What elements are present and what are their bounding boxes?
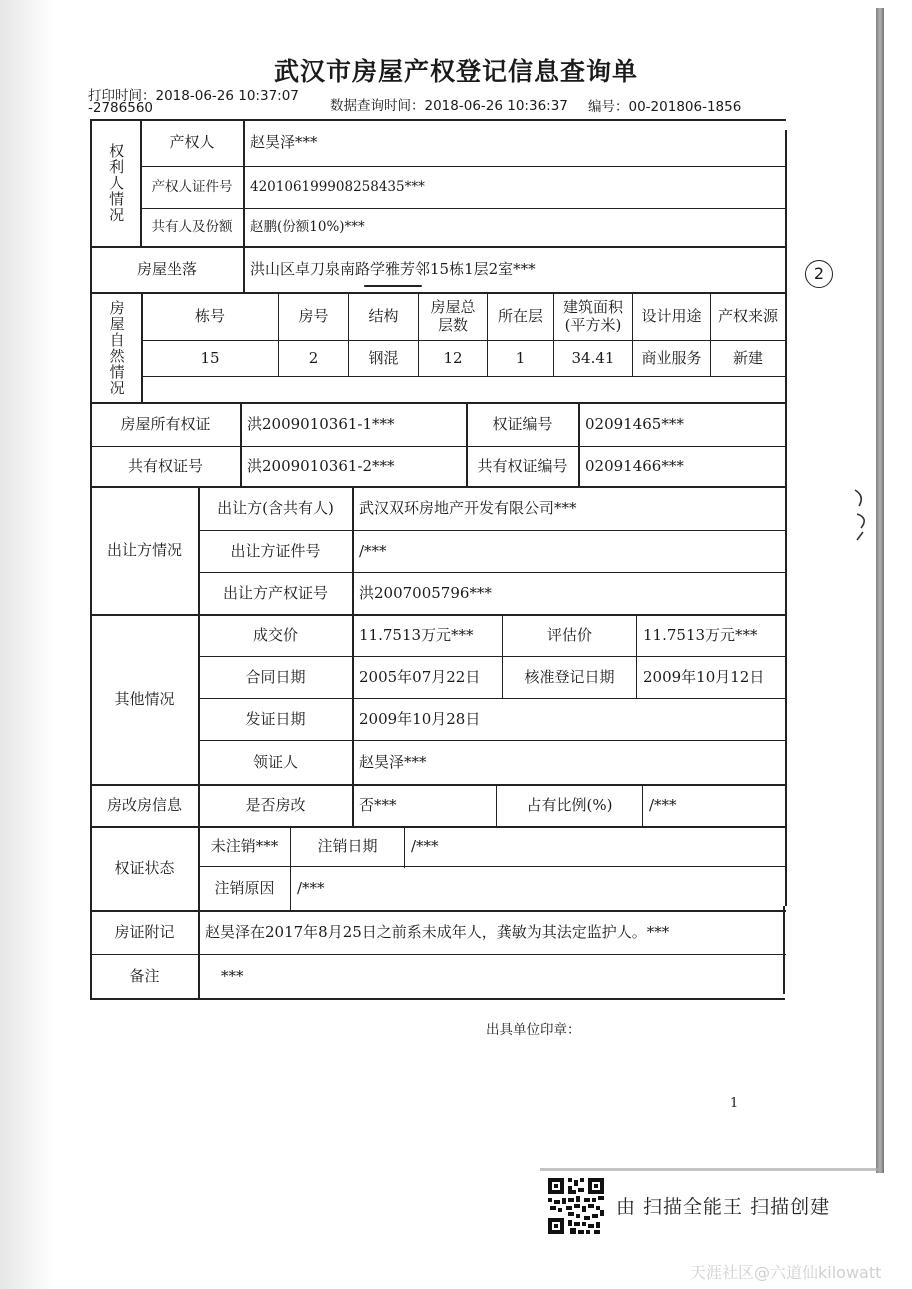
cancel-reason-label: 注销原因 (214, 878, 275, 897)
issuer-stamp-label: 出具单位印章： (486, 1022, 581, 1038)
contract-date-value: 2005年07月22日 (359, 667, 481, 686)
rights-section-text: 权利人情况 (107, 143, 126, 223)
page-number: 1 (730, 1096, 739, 1111)
receiver-label: 领证人 (252, 752, 298, 771)
owner-value: 赵昊泽*** (250, 133, 318, 152)
cancel-reason-value: /*** (297, 878, 325, 897)
remarks-label: 备注 (129, 966, 160, 985)
natural-section-label (91, 293, 141, 402)
price-value: 11.7513万元*** (359, 625, 474, 644)
natural-header-area: 建筑面积(平方米) (562, 298, 623, 334)
reform-section-label: 房改房信息 (106, 795, 182, 814)
share-value: /*** (649, 795, 677, 814)
appraisal-label: 评估价 (546, 625, 592, 644)
co-cert-number-label: 共有权证编号 (477, 456, 568, 475)
natural-value-structure: 钢混 (368, 348, 399, 367)
co-owner-value: 赵鹏(份额10%)*** (250, 218, 365, 235)
natural-header-usage: 设计用途 (641, 306, 702, 325)
number-label: 编号： (588, 99, 629, 115)
note-label: 房证附记 (114, 922, 175, 941)
cert-number-value: 02091465*** (585, 414, 684, 433)
number-value: 00-201806-1856 (628, 99, 742, 115)
transferor-cert-label: 出让方产权证号 (222, 583, 328, 602)
share-label: 占有比例(%) (526, 795, 613, 814)
natural-header-floors: 房屋总层数 (430, 298, 476, 334)
location-handwritten-underline (364, 285, 422, 287)
print-time-value: 2018-06-26 10:37:07 (155, 88, 299, 104)
natural-section-text: 房屋自然情况 (107, 299, 126, 396)
transferor-name-value: 武汉双环房地产开发有限公司*** (359, 498, 577, 517)
natural-value-floors: 12 (443, 348, 463, 367)
contract-date-label: 合同日期 (245, 667, 306, 686)
print-time-label: 打印时间： (88, 88, 156, 104)
document-title: 武汉市房屋产权登记信息查询单 (273, 57, 638, 86)
natural-value-floor: 1 (515, 348, 526, 367)
owner-id-value: 420106199908258435*** (250, 178, 425, 195)
natural-value-usage: 商业服务 (641, 348, 702, 367)
natural-header-building: 栋号 (194, 306, 225, 325)
owner-id-label: 产权人证件号 (151, 178, 233, 195)
natural-value-source: 新建 (732, 348, 763, 367)
cert-number-label: 权证编号 (492, 414, 553, 433)
owner-label: 产权人 (169, 133, 215, 152)
location-label: 房屋坐落 (136, 259, 197, 278)
scanner-watermark-text: 由 扫描全能王 扫描创建 (616, 1196, 831, 1218)
transferor-name-label: 出让方(含共有人) (217, 498, 334, 517)
query-time-value: 2018-06-26 10:36:37 (424, 98, 568, 114)
issue-date-label: 发证日期 (245, 709, 306, 728)
transferor-section-label: 出让方情况 (106, 540, 182, 559)
site-watermark: 天涯社区@六道仙kilowatt (690, 1263, 882, 1282)
other-section-label: 其他情况 (114, 689, 175, 708)
co-cert-number-value: 02091466*** (585, 456, 684, 475)
natural-header-floor: 所在层 (497, 306, 543, 325)
natural-header-room: 房号 (298, 306, 329, 325)
is-reform-value: 否*** (359, 795, 397, 814)
qr-code-icon (548, 1178, 604, 1234)
location-value: 洪山区卓刀泉南路学雅芳邻15栋1层2室*** (250, 259, 536, 278)
co-owner-label: 共有人及份额 (151, 218, 233, 235)
price-label: 成交价 (252, 625, 298, 644)
cancel-date-label: 注销日期 (317, 836, 378, 855)
not-cancelled-value: 未注销*** (210, 836, 279, 855)
natural-header-source: 产权来源 (717, 306, 778, 325)
query-time-label: 数据查询时间： (330, 98, 425, 114)
note-value: 赵昊泽在2017年8月25日之前系未成年人，龚敏为其法定监护人。*** (205, 922, 670, 941)
natural-value-building: 15 (200, 348, 220, 367)
co-cert-label: 共有权证号 (127, 456, 203, 475)
remarks-value: *** (221, 966, 244, 985)
natural-value-area: 34.41 (571, 348, 615, 367)
ownership-cert-value: 洪2009010361-1*** (247, 414, 395, 433)
receiver-value: 赵昊泽*** (359, 752, 427, 771)
approval-date-value: 2009年10月12日 (643, 667, 765, 686)
status-section-label: 权证状态 (114, 858, 175, 877)
appraisal-value: 11.7513万元*** (643, 625, 758, 644)
transferor-id-label: 出让方证件号 (230, 541, 321, 560)
issue-date-value: 2009年10月28日 (359, 709, 481, 728)
approval-date-label: 核准登记日期 (524, 667, 615, 686)
transferor-id-value: /*** (359, 541, 387, 560)
print-time-continuation: -2786560 (88, 100, 153, 116)
cancel-date-value: /*** (411, 836, 439, 855)
circled-page-number: 2 (805, 260, 833, 288)
rights-section-label (91, 120, 140, 246)
natural-header-structure: 结构 (368, 306, 399, 325)
co-cert-value: 洪2009010361-2*** (247, 456, 395, 475)
transferor-cert-value: 洪2007005796*** (359, 583, 492, 602)
natural-value-room: 2 (308, 348, 319, 367)
ownership-cert-label: 房屋所有权证 (120, 414, 211, 433)
is-reform-label: 是否房改 (245, 795, 306, 814)
